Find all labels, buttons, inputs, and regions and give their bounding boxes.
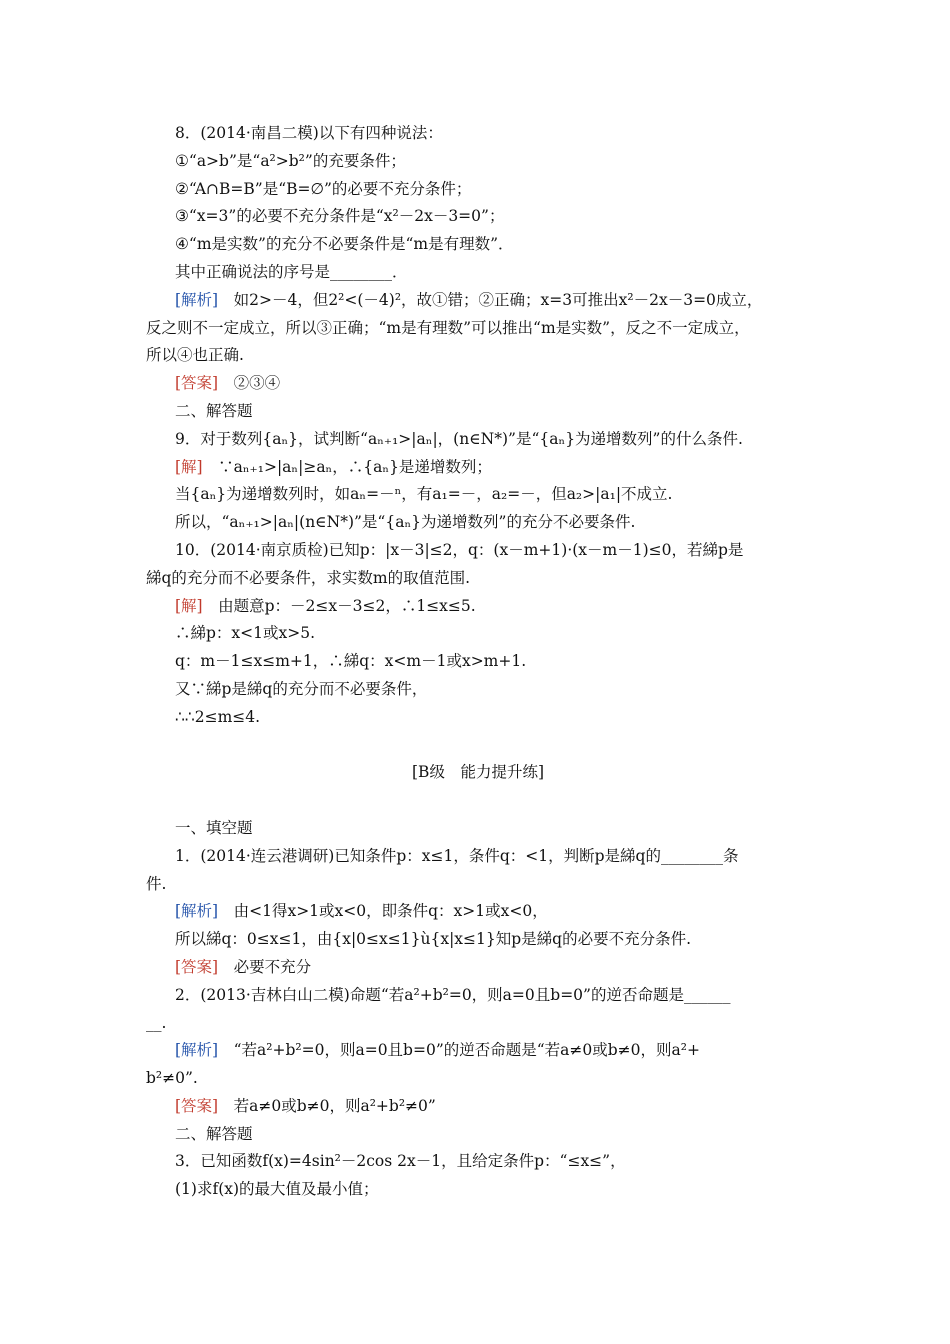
text-line <box>146 370 810 398</box>
line-text: 二、解答题 <box>175 1124 253 1143</box>
line-text: 又∵綈p是綈q的充分而不必要条件， <box>175 679 428 698</box>
line-text: 綈q的充分而不必要条件，求实数m的取值范围. <box>146 568 471 587</box>
text-line <box>146 1037 810 1065</box>
text-line <box>146 898 810 926</box>
text-line <box>146 231 810 259</box>
text-line <box>146 1121 810 1149</box>
line-text: 9．对于数列{aₙ}，试判断“aₙ₊₁>|aₙ|，(n∈N*)”是“{aₙ}为递增数列”的什么条件. <box>175 429 743 448</box>
line-text: 若a≠0或b≠0，则a²+b²≠0” <box>218 1096 436 1115</box>
text-line <box>146 342 810 370</box>
text-line <box>146 982 810 1010</box>
text-line <box>146 704 810 732</box>
line-text: 反之则不一定成立，所以③正确；“m是有理数”可以推出“m是实数”，反之不一定成立， <box>146 318 750 337</box>
text-line <box>146 1010 810 1038</box>
line-text: ∵aₙ₊₁>|aₙ|≥aₙ，∴{aₙ}是递增数列； <box>202 457 492 476</box>
text-line <box>146 1176 810 1204</box>
text-line <box>146 815 810 843</box>
text-line <box>146 1065 810 1093</box>
line-text: ④“m是实数”的充分不必要条件是“m是有理数”． <box>175 235 514 254</box>
line-text: 由题意p：－2≤x－3≤2，∴1≤x≤5. <box>202 596 476 615</box>
line-text: ②“A∩B=B”是“B=∅”的必要不充分条件； <box>175 179 472 198</box>
text-line <box>146 509 810 537</box>
line-text: 件. <box>146 874 167 893</box>
text-line <box>146 481 810 509</box>
line-text: q：m－1≤x≤m+1，∴綈q：x<m－1或x>m+1. <box>175 652 527 671</box>
text-line <box>146 1093 810 1121</box>
problem-block-a <box>146 120 810 732</box>
line-text: b²≠0”. <box>146 1069 198 1088</box>
answer-tag: [解析] <box>175 1041 219 1060</box>
problem-block-b <box>146 815 810 1204</box>
line-text: 其中正确说法的序号是________． <box>175 262 408 281</box>
line-text: ③“x=3”的必要不充分条件是“x²－2x－3=0”； <box>175 207 505 226</box>
line-text: 必要不充分 <box>218 957 312 976</box>
text-line <box>146 398 810 426</box>
answer-tag: [答案] <box>175 1096 219 1115</box>
line-text: ②③④ <box>218 374 281 393</box>
text-line <box>146 843 810 871</box>
text-line <box>146 926 810 954</box>
text-line <box>146 648 810 676</box>
answer-tag: [解] <box>175 596 203 615</box>
line-text: 1．(2014·连云港调研)已知条件p：x≤1，条件q：<1，判断p是綈q的________条 <box>175 846 739 865</box>
text-line <box>146 454 810 482</box>
line-text: __. <box>146 1013 167 1032</box>
text-line <box>146 1148 810 1176</box>
line-text: 10．(2014·南京质检)已知p：|x－3|≤2，q：(x－m+1)·(x－m－1)≤0，若綈p是 <box>175 540 744 559</box>
text-line <box>146 203 810 231</box>
answer-tag: [解析] <box>175 902 219 921</box>
spacer <box>146 732 810 760</box>
line-text: 二、解答题 <box>175 401 253 420</box>
line-text: “若a²+b²=0，则a=0且b=0”的逆否命题是“若a≠0或b≠0，则a²+ <box>218 1041 700 1060</box>
text-line <box>146 565 810 593</box>
line-text: 所以綈q：0≤x≤1，由{x|0≤x≤1}ù{x|x≤1}知p是綈q的必要不充分条件. <box>175 930 692 949</box>
line-text: 8．(2014·南昌二模)以下有四种说法： <box>175 124 443 142</box>
section-title: [B级 能力提升练] <box>412 763 544 782</box>
text-line <box>146 120 810 148</box>
document-page <box>146 120 810 1204</box>
line-text: 如2>－4，但2²<(－4)²，故①错；②正确；x=3可推出x²－2x－3=0成立， <box>218 290 763 309</box>
text-line <box>146 148 810 176</box>
text-line <box>146 954 810 982</box>
answer-tag: [答案] <box>175 374 219 393</box>
text-line <box>146 287 810 315</box>
line-text: 由<1得x>1或x<0，即条件q：x>1或x<0， <box>218 902 548 921</box>
line-text: 一、填空题 <box>175 818 253 837</box>
spacer <box>146 787 810 815</box>
line-text: 所以④也正确. <box>146 346 244 365</box>
line-text: ∴∴2≤m≤4. <box>175 707 261 726</box>
answer-tag: [解] <box>175 457 203 476</box>
text-line <box>146 259 810 287</box>
line-text: ①“a>b”是“a²>b²”的充要条件； <box>175 151 406 170</box>
answer-tag: [解析] <box>175 290 219 309</box>
text-line <box>146 176 810 204</box>
line-text: ∴綈p：x<1或x>5. <box>175 624 316 643</box>
text-line <box>146 537 810 565</box>
line-text: 3．已知函数f(x)=4sin²－2cos 2x－1，且给定条件p：“≤x≤”， <box>175 1152 626 1171</box>
text-line <box>146 315 810 343</box>
text-line <box>146 871 810 899</box>
line-text: 当{aₙ}为递增数列时，如aₙ=－ⁿ，有a₁=－，a₂=－，但a₂>|a₁|不成立. <box>175 485 673 504</box>
line-text: 2．(2013·吉林白山二模)命题“若a²+b²=0，则a=0且b=0”的逆否命题是______ <box>175 985 731 1004</box>
text-line <box>146 426 810 454</box>
text-line <box>146 676 810 704</box>
line-text: (1)求f(x)的最大值及最小值； <box>175 1180 379 1199</box>
text-line <box>146 620 810 648</box>
answer-tag: [答案] <box>175 957 219 976</box>
text-line <box>146 593 810 621</box>
line-text: 所以，“aₙ₊₁>|aₙ|(n∈N*)”是“{aₙ}为递增数列”的充分不必要条件. <box>175 513 636 532</box>
